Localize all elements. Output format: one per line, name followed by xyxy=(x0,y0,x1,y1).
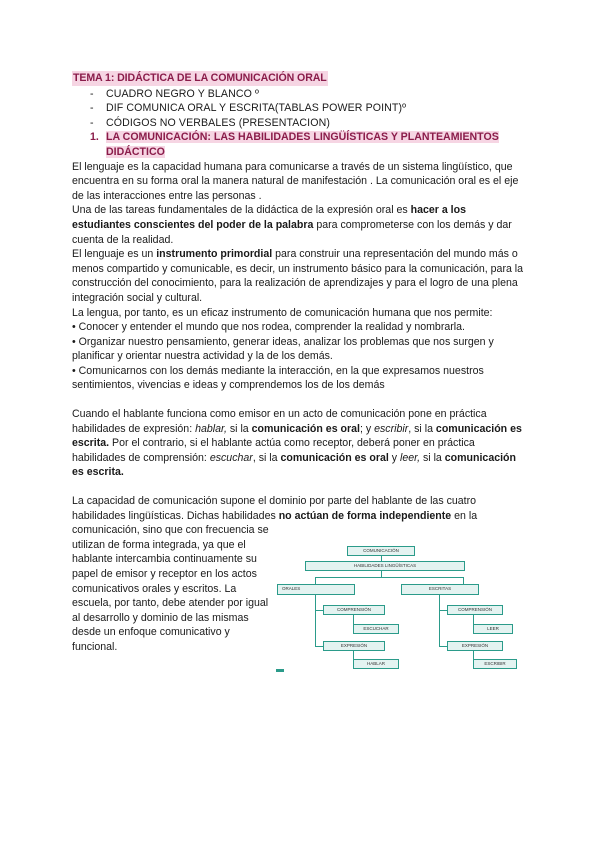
diagram-escritas-expresion: EXPRESIÓN xyxy=(447,641,503,651)
dash-item: - CUADRO NEGRO Y BLANCO º xyxy=(72,87,524,102)
connector xyxy=(315,646,323,647)
diagram-orales-expresion: EXPRESIÓN xyxy=(323,641,385,651)
bold-run: comunicación es escrita. xyxy=(72,451,516,479)
bullet-item: • Organizar nuestro pensamiento, generar ideas, analizar los problemas que nos surgen y planificar y orientar nuestra actividad y la de los demás. xyxy=(72,335,494,363)
text-run: para construir una representación del mundo más o menos compartido y comunicable, es decir, un instrumento básico para la comunicación, para la construcción del conocimiento, para la realización de aprendizajes y para el logro de una plena integración social y cultural. xyxy=(72,248,524,304)
connector xyxy=(315,577,316,584)
diagram-escuchar: ESCUCHAR xyxy=(353,624,399,634)
connector xyxy=(439,646,447,647)
text-run: en la xyxy=(451,509,478,522)
bold-run: no actúan de forma independiente xyxy=(278,509,452,522)
diagram-leer: LEER xyxy=(473,624,513,634)
text-run: La capacidad de comunicación supone el dominio por parte del hablante de las cuatro habilidades lingüísticas. Dichas habilidades xyxy=(72,495,477,522)
text-run: Una de las tareas fundamentales de la didáctica de la expresión oral es xyxy=(72,204,411,217)
diagram-orales-comprension: COMPRENSIÓN xyxy=(323,605,385,615)
paragraph-3 xyxy=(72,247,524,305)
text-run: si la xyxy=(420,451,445,464)
diagram-anchor-mark xyxy=(276,669,284,672)
connector xyxy=(315,577,463,578)
connector xyxy=(463,577,464,584)
bold-run: comunicación es escrita. xyxy=(72,422,522,450)
paragraph-1: El lenguaje es la capacidad humana para comunicarse a través de un sistema lingüístico, que encuentra en su forma oral la manera natural de manifestación . La comunicación oral es el eje de las interacciones entre las personas . xyxy=(72,160,519,202)
italic-run: escuchar xyxy=(209,451,253,464)
doc-title: TEMA 1: DIDÁCTICA DE LA COMUNICACIÓN ORAL xyxy=(73,72,327,84)
diagram-hablar: HABLAR xyxy=(353,659,399,669)
bold-run: instrumento primordial xyxy=(156,248,273,261)
diagram-root: COMUNICACIÓN xyxy=(347,546,415,556)
section-number: 1. xyxy=(90,131,99,144)
italic-run: escribir xyxy=(374,422,409,435)
connector xyxy=(439,595,440,647)
connector xyxy=(315,595,316,647)
italic-run: hablar, xyxy=(195,422,227,435)
italic-run: leer, xyxy=(400,451,421,464)
diagram-escritas: ESCRITAS xyxy=(401,584,479,595)
doc-title-line xyxy=(72,71,524,86)
skills-diagram xyxy=(275,540,525,680)
bold-run: comunicación es oral xyxy=(280,451,389,464)
diagram-orales: ORALES xyxy=(277,584,355,595)
text-run: si la xyxy=(226,422,252,435)
dash-item: - DIF COMUNICA ORAL Y ESCRITA(TABLAS POWER POINT)º xyxy=(72,101,524,116)
bold-run: hacer a los estudiantes conscientes del poder de la palabra xyxy=(72,204,466,231)
spacer xyxy=(72,480,524,494)
section-heading xyxy=(72,130,524,159)
paragraph-4: La lengua, por tanto, es un eficaz instrumento de comunicación humana que nos permite: xyxy=(72,306,493,319)
diagram-escribir: ESCRIBIR xyxy=(473,659,517,669)
text-run: , si la xyxy=(252,451,281,464)
diagram-escritas-comprension: COMPRENSIÓN xyxy=(447,605,503,615)
text-run: y xyxy=(388,451,400,464)
paragraph-2 xyxy=(72,203,524,247)
paragraph-5 xyxy=(72,407,524,480)
text-run: ; y xyxy=(359,422,375,435)
dash-item: - CÓDIGOS NO VERBALES (PRESENTACION) xyxy=(72,116,524,131)
spacer xyxy=(72,393,524,407)
text-run: Por el contrario, si el hablante actúa como receptor, deberá poner en práctica habilidades de comprensión: xyxy=(72,437,475,464)
bullet-item: • Comunicarnos con los demás mediante la interacción, en la que expresamos nuestros sentimientos, vivencias e ideas y comprendemos los de los demás xyxy=(72,364,484,392)
text-run: Cuando el hablante funciona como emisor en un acto de comunicación pone en práctica habilidades de expresión: xyxy=(72,408,487,435)
paragraph-6 xyxy=(72,494,524,523)
text-run: , si la xyxy=(408,422,436,435)
bold-run: comunicación es oral xyxy=(251,422,360,435)
section-title: LA COMUNICACIÓN: LAS HABILIDADES LINGÜÍSTICAS Y PLANTEAMIENTOS DIDÁCTICO xyxy=(106,131,499,158)
bullet-item: • Conocer y entender el mundo que nos rodea, comprender la realidad y nombrarla. xyxy=(72,321,465,334)
paragraph-6-wrap: comunicación, sino que con frecuencia se utilizan de forma integrada, ya que el hablante intercambia continuamente su papel de emisor y receptor en los actos comunicativos orales y escritos. La escuela, por tanto, debe atender por igual al desarrollo y dominio de las mismas desde un enfoque comunicativo y funcional. xyxy=(72,524,269,653)
text-run: El lenguaje es un xyxy=(72,248,157,261)
bullet-list xyxy=(72,320,524,393)
text-run: para comprometerse con los demás y dar cuenta de la realidad. xyxy=(72,218,512,246)
connector xyxy=(439,610,447,611)
dash-list xyxy=(72,87,524,131)
connector xyxy=(315,610,323,611)
diagram-sub: HABILIDADES LINGÜÍSTICAS xyxy=(305,561,465,571)
